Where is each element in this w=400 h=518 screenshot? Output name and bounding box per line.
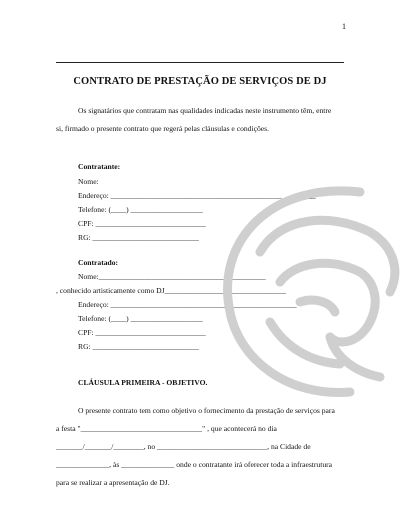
- intro-line-2: si, firmado o presente contrato que regerá pelas cláusulas e condições.: [56, 124, 269, 133]
- clausula1-line-2: a festa "________________________________" , que acontecerá no dia: [56, 424, 277, 433]
- contratante-nome: Nome:: [78, 177, 99, 186]
- contratado-cpf: CPF: _____________________________: [78, 328, 206, 337]
- contratante-rg: RG: ____________________________: [78, 233, 199, 242]
- contratado-heading: Contratado:: [78, 258, 119, 267]
- document-title: CONTRATO DE PRESTAÇÃO DE SERVIÇOS DE DJ: [73, 76, 327, 87]
- title-rule: [56, 62, 344, 63]
- contratado-rg: RG: ____________________________: [78, 342, 199, 351]
- clausula1-paragraph: [56, 402, 335, 492]
- contratado-endereco: Endereço: _________________________________________________: [78, 300, 297, 309]
- contratado-conhecido: , conhecido artisticamente como DJ________________________________: [56, 286, 287, 295]
- contratante-heading: Contratante:: [78, 162, 121, 171]
- page-number: 1: [342, 22, 346, 31]
- contratante-cpf: CPF: _____________________________: [78, 219, 206, 228]
- intro-paragraph: [56, 102, 348, 138]
- contratado-nome: Nome:____________________________________________: [78, 272, 266, 281]
- contratante-telefone: Telefone: (____) ___________________: [78, 205, 203, 214]
- contratante-endereco: Endereço: ______________________________________________________: [78, 191, 316, 200]
- clausula1-heading: CLÁUSULA PRIMEIRA - OBJETIVO.: [78, 378, 208, 387]
- cougar-watermark-icon: [210, 172, 400, 402]
- intro-line-1: Os signatários que contratam nas qualidades indicadas neste instrumento têm, entre: [78, 106, 332, 115]
- clausula1-line-3: _______/_______/________, no _____________________________, na Cidade de: [56, 442, 311, 451]
- clausula1-line-4: ______________, às ______________ onde o contratante irá oferecer toda a infraestrutura: [56, 460, 333, 469]
- clausula1-line-5: para se realizar a apresentação de DJ.: [56, 478, 170, 487]
- contratado-telefone: Telefone: (____) ___________________: [78, 314, 203, 323]
- clausula1-line-1: O presente contrato tem como objetivo o fornecimento da prestação de serviços para: [78, 406, 335, 415]
